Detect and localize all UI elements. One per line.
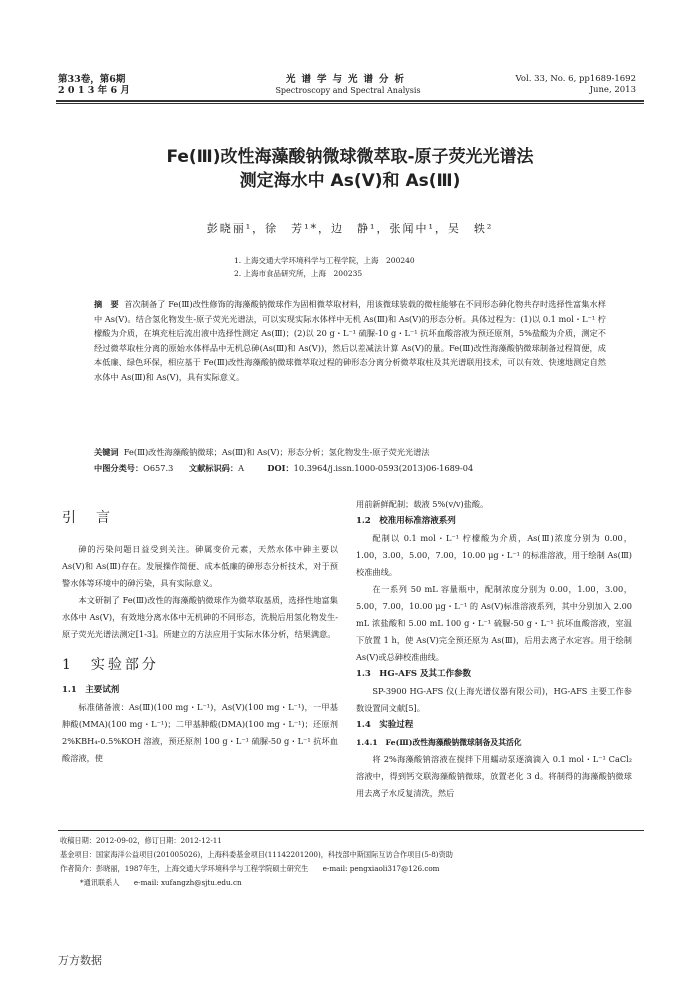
- header-rule-thick: [56, 100, 644, 102]
- header-date-en: June, 2013: [589, 85, 636, 95]
- intro-heading: 引 言: [62, 510, 113, 526]
- section-1-3-heading: 1.3 HG-AFS 及其工作参数: [356, 669, 471, 679]
- footnote-rule: [58, 830, 644, 831]
- clc-label: 中图分类号：: [94, 463, 144, 473]
- header-vol-en: Vol. 33, No. 6, pp1689-1692: [515, 74, 636, 84]
- header-rule-thin: [56, 103, 644, 104]
- right-column-carryover: 用前新鲜配制；载液 5%(v/v)盐酸。: [356, 499, 489, 509]
- abstract-label: 摘 要: [94, 299, 119, 309]
- doc-code-value: A: [238, 463, 244, 473]
- section-1-4-1-heading: 1.4.1 Fe(Ⅲ)改性海藻酸钠微球制备及其活化: [356, 738, 522, 747]
- header-date: 2 0 1 3 年 6 月: [58, 85, 130, 96]
- right-column: [356, 496, 632, 802]
- classification: [94, 461, 606, 475]
- header-journal-cn: 光谱学与光谱分析: [285, 74, 410, 85]
- abstract: [94, 297, 606, 385]
- footer-source: 万方数据: [58, 954, 102, 967]
- section-1-2-heading: 1.2 校准用标准溶液系列: [356, 516, 456, 526]
- section-1-2-paragraph-1: 配制以 0.1 mol・L⁻¹ 柠檬酸为介质，As(Ⅲ)浓度分别为 0.00，1.00，3.00，5.00，7.00，10.00 μg・L⁻¹ 的标准溶液，用于绘制 As(Ⅲ)校准曲线。: [356, 533, 632, 577]
- header-vol-block: [516, 74, 636, 96]
- clc-value: O657.3: [143, 463, 174, 473]
- authors: 彭晓丽¹，徐 芳¹*，边 静¹，张闻中¹，吴 轶²: [206, 222, 494, 235]
- section-1-4-1-paragraph: 将 2%海藻酸钠溶液在搅拌下用蠕动泵逐滴滴入 0.1 mol・L⁻¹ CaCl₂ 溶液中，得到钙交联海藻酸钠微球，放置老化 3 d。将制得的海藻酸钠微球用去离子水反复清洗，然后: [356, 754, 632, 798]
- keywords-label: 关键词: [94, 447, 119, 457]
- section-1-heading: 1 实验部分: [62, 657, 159, 673]
- doi-value: 10.3964/j.issn.1000-0593(2013)06-1689-04: [293, 463, 474, 473]
- section-1-1-text: 标准储备液：As(Ⅲ)(100 mg・L⁻¹)，As(Ⅴ)(100 mg・L⁻¹)，一甲基胂酸(MMA)(100 mg・L⁻¹)；二甲基胂酸(DMA)(100 mg・L⁻¹)；还原剂 2%KBH₄-0.5%KOH 溶液，预还原剂 100 g・L⁻¹ 硫脲-50 g・L⁻¹ 抗坏血酸溶液，使: [62, 702, 338, 763]
- section-1-4-heading: 1.4 实验过程: [356, 720, 414, 730]
- doi-label: DOI：: [267, 463, 294, 473]
- footnote-correspondence: *通讯联系人 e-mail: xufangzh@sjtu.edu.cn: [80, 878, 242, 887]
- header-journal-en: Spectroscopy and Spectral Analysis: [275, 86, 421, 95]
- footnote-fund: 基金项目：国家海洋公益项目(201005026)，上海科委基金项目(11142201200)，科技部中斯国际互访合作项目(5-8)资助: [60, 850, 453, 859]
- affiliation-2: 2. 上海市食品研究所，上海 200235: [234, 269, 363, 278]
- section-1-2-paragraph-2: 在一系列 50 mL 容量瓶中，配制浓度分别为 0.00，1.00，3.00，5.00，7.00，10.00 μg・L⁻¹ 的 As(Ⅴ)标准溶液系列，其中分别加入 2.00 mL 浓盐酸和 5.00 mL 100 g・L⁻¹ 硫脲-50 g・L⁻¹ 抗坏血酸溶液，室温下放置 1 h，使 As(Ⅴ)完全预还原为 As(Ⅲ)，后用去离子水定容。用于绘制 As(Ⅴ)或总砷校准曲线。: [356, 584, 632, 662]
- keywords: [94, 445, 606, 459]
- keywords-text: Fe(Ⅲ)改性海藻酸钠微球；As(Ⅲ)和 As(Ⅴ)；形态分析；氢化物发生-原子荧光光谱法: [123, 447, 430, 457]
- doc-code-label: 文献标识码：: [188, 463, 239, 473]
- intro-paragraph-2: 本文研制了 Fe(Ⅲ)改性的海藻酸钠微球作为微萃取基质，选择性地富集水体中 As(Ⅴ)，有效地分离水体中无机砷的不同形态，洗脱后用氢化物发生-原子荧光光谱法测定[1-3]。所建立的方法应用于实际水体分析，结果满意。: [62, 595, 338, 639]
- header-journal-block: [228, 74, 468, 96]
- header-volume: 第33卷，第6期: [58, 74, 126, 85]
- intro-paragraph-1: 砷的污染问题日益受到关注。砷属变价元素，天然水体中砷主要以 As(Ⅴ)和 As(Ⅲ)存在。发展操作简便、成本低廉的砷形态分析技术，对于预警水体等环境中的砷污染，具有实际意义。: [62, 544, 338, 588]
- section-1-1-heading: 1.1 主要试剂: [62, 685, 120, 695]
- title-line-2: 测定海水中 As(Ⅴ)和 As(Ⅲ): [239, 171, 461, 191]
- section-1-3-paragraph: SP-3900 HG-AFS 仪(上海光谱仪器有限公司)，HG-AFS 主要工作参数设置同文献[5]。: [356, 686, 632, 713]
- header-volume-block: [58, 74, 130, 96]
- footnote-received: 收稿日期：2012-09-02，修订日期：2012-12-11: [60, 836, 222, 845]
- title-line-1: Fe(Ⅲ)改性海藻酸钠微球微萃取-原子荧光光谱法: [166, 147, 534, 167]
- abstract-text: 首次制备了 Fe(Ⅲ)改性修饰的海藻酸钠微球作为固相微萃取材料，用该微球装载的微柱能够在不同形态砷化物共存时选择性富集水样中 As(Ⅴ)。结合氢化物发生-原子荧光光谱法，可以实现实际水体样中无机 As(Ⅲ)和 As(Ⅴ)的形态分析。具体过程为：(1)以 0.1 mol・L⁻¹ 柠檬酸为介质，在填充柱后流出液中选择性测定 As(Ⅲ)；(2)以 20 g・L⁻¹ 硫脲-10 g・L⁻¹ 抗坏血酸溶液为预还原剂，5%盐酸为介质，测定不经过微萃取柱分离的原始水体样品中无机总砷(As(Ⅲ)和 As(Ⅴ))，然后以差减法计算 As(Ⅴ)的量。Fe(Ⅲ)改性海藻酸钠微球制备过程简便，成本低廉、绿色环保，相应基于 Fe(Ⅲ)改性海藻酸钠微球微萃取过程的砷形态分离分析微萃取柱及其光谱联用技术，可以有效、快速地测定自然水体中 As(Ⅲ)和 As(Ⅴ)，具有实际意义。: [94, 299, 606, 382]
- affiliation-1: 1. 上海交通大学环境科学与工程学院，上海 200240: [234, 256, 415, 265]
- footnote-bio: 作者简介：彭晓丽，1987年生，上海交通大学环境科学与工程学院硕士研究生 e-mail: pengxiaoli317@126.com: [60, 864, 440, 873]
- left-column: [62, 510, 338, 767]
